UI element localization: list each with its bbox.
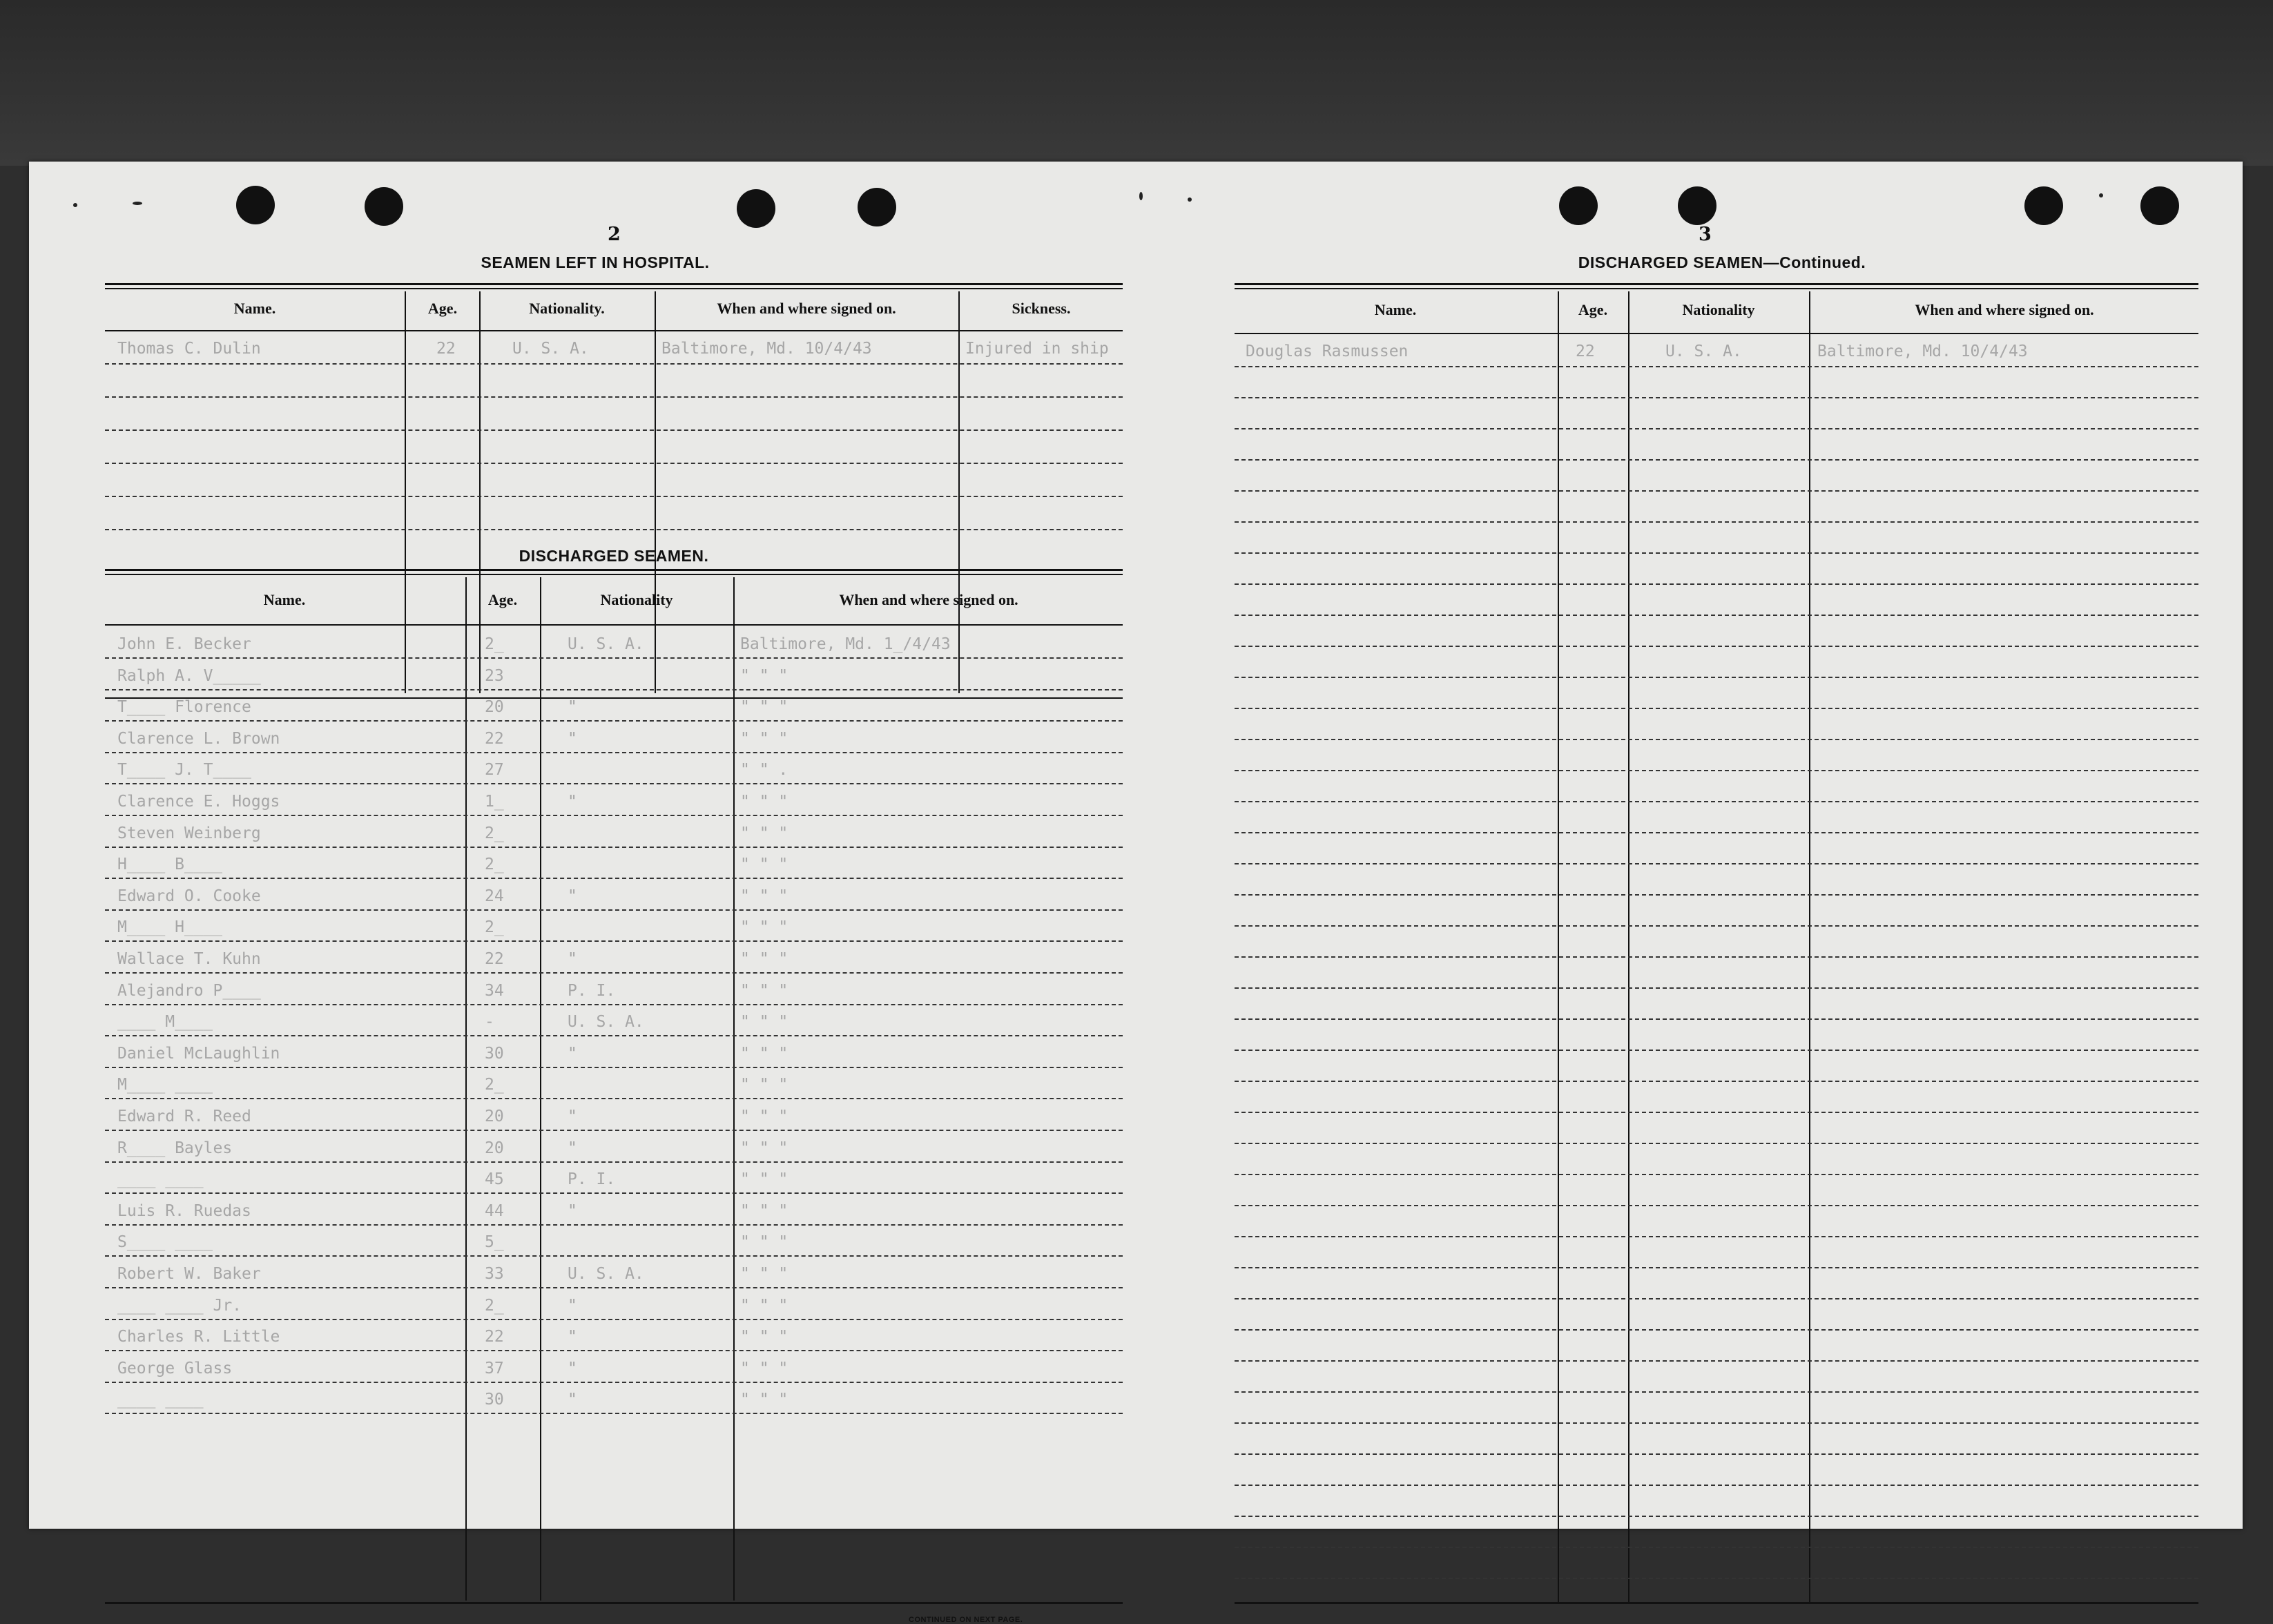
ruled-line: [1235, 490, 2198, 492]
ruled-line: [1235, 894, 2198, 896]
discharged-header-age: Age.: [487, 591, 518, 608]
discharged-entry-age: 45: [485, 1170, 504, 1189]
discharged-entry-name: Wallace T. Kuhn: [117, 950, 261, 968]
ruled-line: [105, 972, 1123, 974]
ruled-line: [1235, 1112, 2198, 1113]
discharged-entry-age: 23: [485, 666, 504, 685]
hospital-header-rule: [105, 330, 1123, 331]
discharged-entry-age: 22: [485, 950, 504, 968]
binder-hole: [1559, 186, 1598, 225]
discharged-entry-name: Edward O. Cooke: [117, 887, 261, 905]
discharged-header-signed-on: When and where signed on.: [839, 591, 1018, 608]
discharged-entry-age: 20: [485, 1139, 504, 1157]
hospital-bottom-rule: [105, 697, 1123, 699]
discharged-entry-age: 34: [485, 981, 504, 1000]
discharged-top-rule-2: [105, 574, 1123, 575]
ruled-line: [1235, 925, 2198, 927]
ruled-line: [105, 878, 1123, 879]
ruled-line: [105, 1382, 1123, 1383]
ruled-line: [105, 1130, 1123, 1131]
ruled-line: [1235, 583, 2198, 585]
discharged-entry-nationality: ": [568, 729, 577, 748]
ruled-line: [105, 1255, 1123, 1257]
discharged-entry-signed-on: " " ": [740, 1076, 789, 1094]
right-top-rule-2: [1235, 288, 2198, 289]
discharged-entry-name: ____ ____: [117, 1391, 204, 1409]
ruled-line: [1235, 739, 2198, 740]
discharged-col-divider: [540, 577, 541, 1601]
discharged-entry-age: 30: [485, 1044, 504, 1063]
discharged-entry-name: T____ Florence: [117, 698, 251, 717]
ruled-line: [1235, 708, 2198, 709]
ruled-line: [105, 1319, 1123, 1320]
ruled-line: [1235, 615, 2198, 616]
discharged-entry-signed-on: " " ": [740, 1013, 789, 1032]
discharged-section-title: DISCHARGED SEAMEN.: [519, 547, 709, 565]
discharged-entry-nationality: U. S. A.: [568, 635, 644, 653]
logbook-spread: [29, 162, 2243, 1624]
right-col-divider: [1628, 291, 1629, 1602]
right-entry-signed-on: Baltimore, Md. 10/4/43: [1817, 342, 2028, 360]
ruled-line: [105, 463, 1123, 464]
ink-speck: [73, 203, 77, 207]
discharged-entry-signed-on: " " ": [740, 950, 789, 968]
ruled-line: [1235, 1236, 2198, 1237]
discharged-entry-name: Edward R. Reed: [117, 1108, 251, 1125]
discharged-entry-nationality: U. S. A.: [568, 1265, 644, 1283]
discharged-entry-name: George Glass: [117, 1359, 233, 1378]
discharged-entry-signed-on: " " ": [740, 1139, 789, 1157]
hospital-col-divider: [655, 291, 656, 693]
discharged-header-nationality: Nationality: [600, 591, 673, 608]
discharged-entry-signed-on: " " ": [740, 824, 789, 842]
ruled-line: [1235, 366, 2198, 367]
ruled-line: [1235, 832, 2198, 833]
binder-hole: [858, 188, 896, 226]
discharged-entry-age: 22: [485, 729, 504, 748]
ruled-line: [105, 1098, 1123, 1099]
discharged-entry-name: H____ B____: [117, 856, 223, 874]
ink-speck: [1139, 192, 1143, 200]
ink-speck: [133, 202, 142, 205]
discharged-entry-signed-on: " " ": [740, 1233, 789, 1252]
discharged-entry-age: 2_: [485, 635, 504, 653]
ruled-line: [105, 1067, 1123, 1068]
discharged-entry-nationality: ": [568, 1359, 577, 1378]
discharged-entry-name: Ralph A. V_____: [117, 666, 261, 685]
ruled-line: [1235, 1453, 2198, 1455]
discharged-top-rule: [105, 569, 1123, 571]
discharged-entry-nationality: ": [568, 1044, 577, 1063]
discharged-entry-nationality: ": [568, 950, 577, 968]
discharged-entry-name: ____ M____: [117, 1013, 213, 1032]
discharged-entry-name: M____ H____: [117, 918, 223, 937]
binder-hole: [365, 187, 403, 226]
ruled-line: [105, 363, 1123, 365]
discharged-entry-nationality: ": [568, 887, 577, 905]
discharged-entry-signed-on: " " ": [740, 887, 789, 905]
ruled-line: [1235, 956, 2198, 958]
discharged-entry-name: Clarence L. Brown: [117, 729, 280, 748]
hospital-entry-age: 22: [436, 340, 456, 358]
discharged-col-divider: [465, 577, 467, 1601]
discharged-entry-age: 37: [485, 1359, 504, 1378]
discharged-entry-nationality: ": [568, 1201, 577, 1220]
discharged-entry-name: Robert W. Baker: [117, 1265, 261, 1283]
discharged-header-name: Name.: [263, 591, 306, 608]
discharged-entry-signed-on: " " .: [740, 761, 789, 780]
hospital-col-divider: [405, 291, 406, 693]
ruled-line: [105, 783, 1123, 784]
ruled-line: [105, 1350, 1123, 1351]
binder-hole: [2024, 186, 2063, 225]
discharged-entry-name: R____ Bayles: [117, 1139, 233, 1157]
ruled-line: [1235, 1516, 2198, 1517]
ruled-line: [105, 1413, 1123, 1414]
discharged-entry-name: Steven Weinberg: [117, 824, 261, 842]
discharged-entry-nationality: P. I.: [568, 1170, 616, 1189]
right-header-nationality: Nationality: [1682, 301, 1755, 318]
hospital-header-signed-on: When and where signed on.: [717, 300, 896, 317]
discharged-entry-nationality: ": [568, 1108, 577, 1125]
discharged-entry-name: Charles R. Little: [117, 1328, 280, 1346]
right-col-divider: [1809, 291, 1810, 1602]
discharged-entry-signed-on: " " ": [740, 1108, 789, 1125]
hospital-top-rule-2: [105, 288, 1123, 289]
ruled-line: [1235, 677, 2198, 678]
right-col-divider: [1558, 291, 1559, 1602]
discharged-entry-age: 2_: [485, 1076, 504, 1094]
discharged-col-divider: [733, 577, 735, 1601]
discharged-entry-name: ____ ____: [117, 1170, 204, 1189]
discharged-entry-nationality: ": [568, 1296, 577, 1315]
ruled-line: [105, 909, 1123, 911]
hospital-top-rule: [105, 283, 1123, 285]
hospital-header-nationality: Nationality.: [529, 300, 605, 317]
ruled-line: [105, 496, 1123, 497]
discharged-entry-name: T____ J. T____: [117, 761, 251, 780]
discharged-entry-nationality: ": [568, 1391, 577, 1409]
ruled-line: [1235, 1547, 2198, 1548]
discharged-entry-signed-on: " " ": [740, 1359, 789, 1378]
ruled-line: [1235, 801, 2198, 802]
discharged-entry-name: M____ ____: [117, 1076, 213, 1094]
discharged-entry-signed-on: " " ": [740, 729, 789, 748]
ruled-line: [1235, 863, 2198, 864]
discharged-entry-signed-on: " " ": [740, 793, 789, 811]
ruled-line: [1235, 1174, 2198, 1175]
right-bottom-rule: [1235, 1602, 2198, 1604]
discharged-entry-signed-on: " " ": [740, 981, 789, 1000]
right-entry-age: 22: [1576, 342, 1595, 360]
ruled-line: [1235, 1485, 2198, 1486]
discharged-entry-signed-on: " " ": [740, 1391, 789, 1409]
ink-speck: [2099, 193, 2103, 197]
discharged-entry-age: 2_: [485, 918, 504, 937]
ruled-line: [1235, 521, 2198, 523]
ruled-line: [1235, 397, 2198, 398]
ruled-line: [1235, 1329, 2198, 1331]
discharged-entry-signed-on: " " ": [740, 1170, 789, 1189]
ruled-line: [1235, 1391, 2198, 1393]
discharged-entry-signed-on: Baltimore, Md. 1_/4/43: [740, 635, 951, 653]
discharged-entry-nationality: ": [568, 1139, 577, 1157]
hospital-col-divider: [479, 291, 481, 693]
discharged-entry-name: ____ ____ Jr.: [117, 1296, 242, 1315]
hospital-header-sickness: Sickness.: [1012, 300, 1071, 317]
continued-note: CONTINUED ON NEXT PAGE.: [909, 1616, 1023, 1624]
discharged-entry-age: 24: [485, 887, 504, 905]
discharged-entry-name: Clarence E. Hoggs: [117, 793, 280, 811]
ruled-line: [1235, 646, 2198, 647]
hospital-header-name: Name.: [233, 300, 276, 317]
ruled-line: [105, 529, 1123, 530]
ruled-line: [1235, 459, 2198, 461]
discharged-entry-age: 22: [485, 1328, 504, 1346]
discharged-entry-age: 30: [485, 1391, 504, 1409]
discharged-entry-signed-on: " " ": [740, 1265, 789, 1283]
discharged-entry-signed-on: " " ": [740, 666, 789, 685]
ruled-line: [105, 1224, 1123, 1226]
discharged-entry-signed-on: " " ": [740, 1044, 789, 1063]
ruled-line: [1235, 1018, 2198, 1020]
right-header-name: Name.: [1374, 301, 1417, 318]
discharged-entry-signed-on: " " ": [740, 856, 789, 874]
ruled-line: [105, 940, 1123, 942]
right-header-signed-on: When and where signed on.: [1915, 301, 2094, 318]
ruled-line: [105, 1192, 1123, 1194]
right-header-rule: [1235, 333, 2198, 334]
ruled-line: [105, 1004, 1123, 1005]
ruled-line: [105, 396, 1123, 398]
ruled-line: [1235, 428, 2198, 429]
ruled-line: [1235, 1578, 2198, 1579]
ruled-line: [105, 1161, 1123, 1163]
discharged-entry-age: 20: [485, 1108, 504, 1125]
discharged-header-rule: [105, 624, 1123, 626]
ruled-line: [1235, 1205, 2198, 1206]
discharged-entry-signed-on: " " ": [740, 918, 789, 937]
hospital-col-divider: [958, 291, 960, 693]
page-number-right: 3: [1699, 224, 1712, 245]
discharged-entry-signed-on: " " ": [740, 1328, 789, 1346]
hospital-entry-sickness: Injured in ship: [965, 340, 1109, 358]
discharged-bottom-rule: [105, 1602, 1123, 1604]
hospital-entry-signed-on: Baltimore, Md. 10/4/43: [661, 340, 872, 358]
page-number-left: 2: [608, 224, 621, 245]
ruled-line: [1235, 1360, 2198, 1362]
ruled-line: [105, 752, 1123, 753]
ruled-line: [105, 429, 1123, 431]
discharged-entry-nationality: U. S. A.: [568, 1013, 644, 1032]
ruled-line: [105, 815, 1123, 816]
discharged-entry-age: 27: [485, 761, 504, 780]
discharged-entry-name: Daniel McLaughlin: [117, 1044, 280, 1063]
ruled-line: [105, 1035, 1123, 1036]
discharged-entry-signed-on: " " ": [740, 1296, 789, 1315]
discharged-entry-signed-on: " " ": [740, 1201, 789, 1220]
discharged-entry-nationality: P. I.: [568, 981, 616, 1000]
right-top-rule: [1235, 283, 2198, 285]
discharged-entry-name: S____ ____: [117, 1233, 213, 1252]
discharged-entry-age: 20: [485, 698, 504, 717]
discharged-entry-age: -: [485, 1013, 494, 1032]
discharged-entry-name: Alejandro P____: [117, 981, 261, 1000]
discharged-entry-nationality: ": [568, 698, 577, 717]
ruled-line: [1235, 987, 2198, 989]
ruled-line: [1235, 1267, 2198, 1268]
discharged-entry-name: John E. Becker: [117, 635, 251, 653]
ruled-line: [105, 1287, 1123, 1288]
discharged-entry-age: 5_: [485, 1233, 504, 1252]
ruled-line: [1235, 770, 2198, 771]
ruled-line: [105, 657, 1123, 659]
ruled-line: [105, 847, 1123, 848]
discharged-entry-age: 44: [485, 1201, 504, 1220]
ruled-line: [1235, 552, 2198, 554]
hospital-section-title: SEAMEN LEFT IN HOSPITAL.: [481, 253, 710, 271]
discharged-entry-age: 33: [485, 1265, 504, 1283]
discharged-entry-signed-on: " " ": [740, 698, 789, 717]
ruled-line: [1235, 1081, 2198, 1082]
discharged-entry-age: 1_: [485, 793, 504, 811]
right-header-age: Age.: [1578, 301, 1608, 318]
ruled-line: [1235, 1298, 2198, 1299]
discharged-entry-age: 2_: [485, 856, 504, 874]
binder-hole: [236, 186, 275, 224]
discharged-entry-name: Luis R. Ruedas: [117, 1201, 251, 1220]
ruled-line: [105, 720, 1123, 722]
hospital-entry-name: Thomas C. Dulin: [117, 340, 261, 358]
binder-hole: [1678, 186, 1716, 225]
scanner-background: [0, 0, 2273, 166]
binder-hole: [737, 189, 775, 228]
ink-speck: [1188, 197, 1192, 202]
discharged-entry-nationality: ": [568, 1328, 577, 1346]
right-entry-name: Douglas Rasmussen: [1246, 342, 1409, 360]
binder-hole: [2140, 186, 2179, 225]
right-section-title: DISCHARGED SEAMEN—Continued.: [1578, 253, 1866, 271]
discharged-entry-age: 2_: [485, 1296, 504, 1315]
hospital-header-age: Age.: [427, 300, 458, 317]
ruled-line: [1235, 1143, 2198, 1144]
discharged-entry-age: 2_: [485, 824, 504, 842]
ruled-line: [1235, 1050, 2198, 1051]
hospital-entry-nationality: U. S. A.: [512, 340, 589, 358]
right-entry-nationality: U. S. A.: [1665, 342, 1742, 360]
ruled-line: [1235, 1422, 2198, 1424]
ruled-line: [105, 689, 1123, 690]
discharged-entry-nationality: ": [568, 793, 577, 811]
